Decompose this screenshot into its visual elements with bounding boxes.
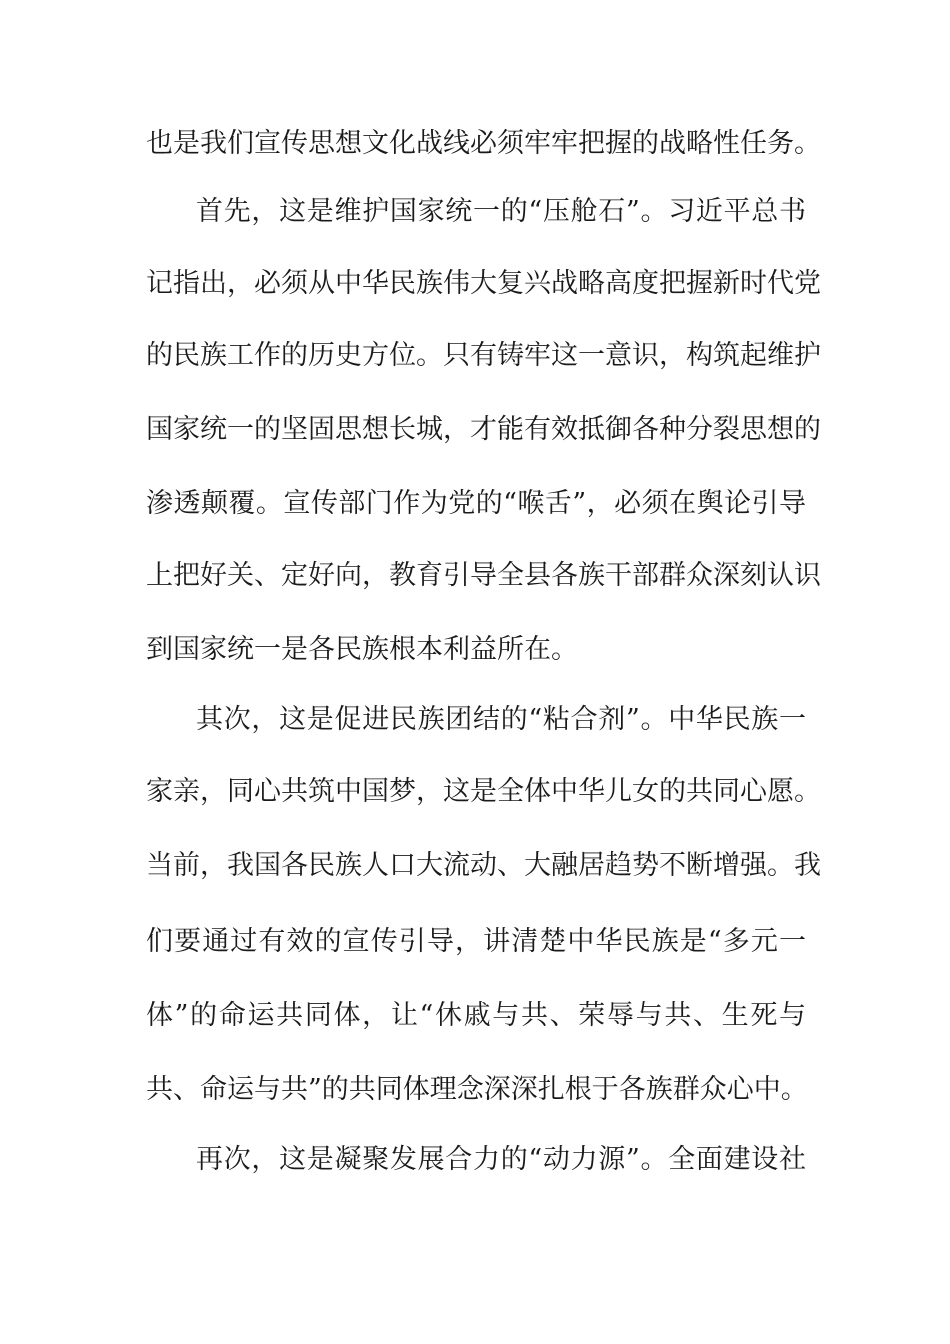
text-line-15: 再次，这是凝聚发展合力的“动力源”。全面建设社 (196, 1144, 806, 1175)
text-line-13: 体”的命运共同体，让“休戚与共、荣辱与共、生死与 (146, 1000, 806, 1031)
text-line-4: 的民族工作的历史方位。只有铸牢这一意识，构筑起维护 (146, 340, 821, 371)
text-line-9: 其次，这是促进民族团结的“粘合剂”。中华民族一 (196, 704, 806, 735)
text-line-11: 当前，我国各民族人口大流动、大融居趋势不断增强。我 (146, 850, 821, 881)
text-line-8: 到国家统一是各民族根本利益所在。 (146, 634, 578, 665)
text-line-14: 共、命运与共”的共同体理念深深扎根于各族群众心中。 (146, 1074, 808, 1105)
text-line-7: 上把好关、定好向，教育引导全县各族干部群众深刻认识 (146, 560, 821, 591)
text-line-3: 记指出，必须从中华民族伟大复兴战略高度把握新时代党 (146, 268, 821, 299)
text-line-2: 首先，这是维护国家统一的“压舱石”。习近平总书 (196, 196, 806, 227)
text-line-10: 家亲，同心共筑中国梦，这是全体中华儿女的共同心愿。 (146, 776, 821, 807)
text-line-5: 国家统一的坚固思想长城，才能有效抵御各种分裂思想的 (146, 414, 821, 445)
text-line-6: 渗透颠覆。宣传部门作为党的“喉舌”，必须在舆论引导 (146, 488, 806, 519)
text-line-1: 也是我们宣传思想文化战线必须牢牢把握的战略性任务。 (146, 128, 821, 159)
text-line-12: 们要通过有效的宣传引导，讲清楚中华民族是“多元一 (146, 926, 806, 957)
